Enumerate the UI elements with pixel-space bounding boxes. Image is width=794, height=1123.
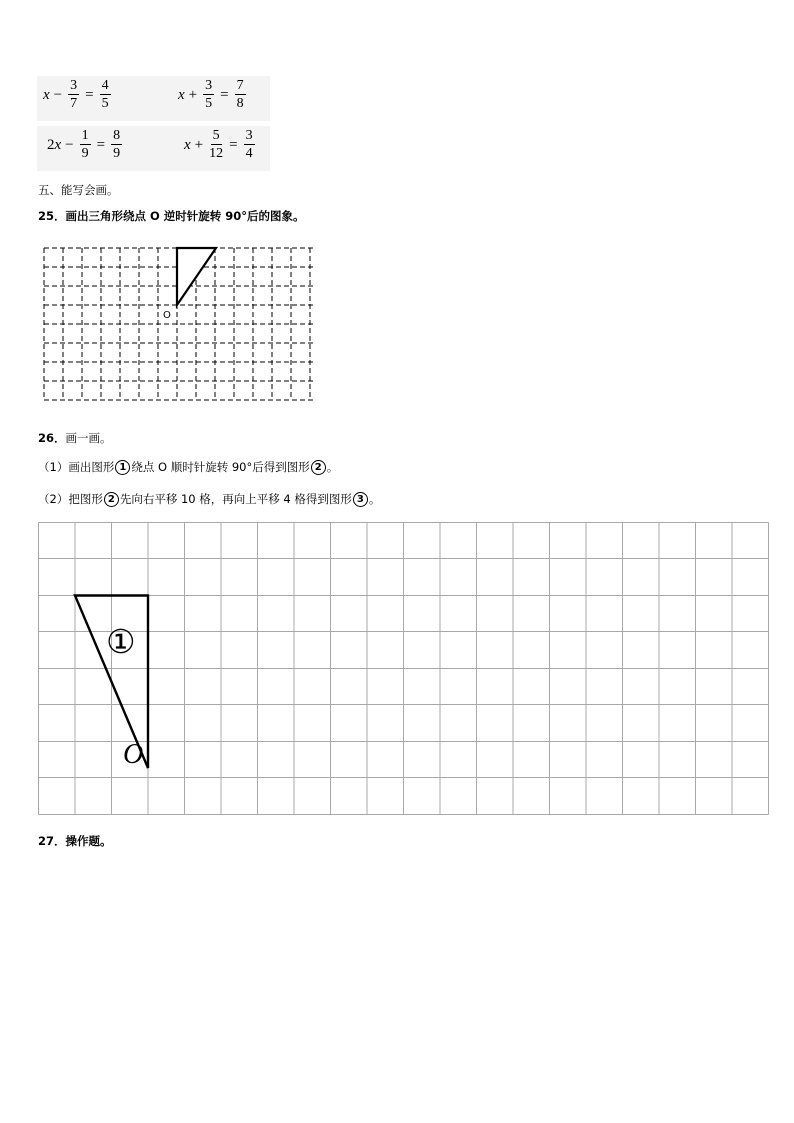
- eq-op: −: [53, 86, 63, 103]
- question-25: [38, 208, 305, 224]
- question-text: 画一画。: [65, 431, 112, 445]
- point-o-label: O: [123, 739, 144, 770]
- equation-2: x + $\frac{3}{5}$ = $\frac{7}{8}$: [178, 78, 244, 111]
- shape-1-marker: 1: [115, 460, 130, 475]
- question-26-sub-1: （1）画出图形 1 绕点 O 顺时针旋转 90°后得到图形 2 。: [38, 460, 339, 474]
- question-27: [38, 833, 112, 849]
- eq-op: −: [65, 136, 74, 153]
- equation-3: 2 x − $\frac{1}{9}$ = $\frac{8}{9}$: [47, 128, 121, 161]
- question-number: 27．: [38, 834, 66, 848]
- grid-26: [38, 522, 770, 816]
- question-26: [38, 430, 112, 446]
- question-text: 画出三角形绕点 O 逆时针旋转 90°后的图象。: [65, 209, 305, 223]
- dashed-grid-25: [40, 245, 316, 405]
- fraction: $\frac{3}{4}$: [245, 128, 253, 161]
- question-26-sub-2: （2）把图形 2 先向右平移 10 格，再向上平移 4 格得到图形 3 。: [38, 492, 381, 506]
- fraction: $\frac{4}{5}$: [101, 78, 109, 111]
- eq-op: +: [188, 86, 198, 103]
- shape-2-marker: 2: [104, 492, 119, 507]
- fraction: $\frac{7}{8}$: [236, 78, 244, 111]
- question-number: 26．: [38, 431, 66, 445]
- point-o-label: O: [163, 310, 171, 321]
- fraction: $\frac{3}{5}$: [205, 78, 213, 111]
- shape-1-label: ①: [106, 622, 136, 661]
- eq-coef: 2: [47, 136, 55, 153]
- question-text: 操作题。: [65, 834, 112, 848]
- equation-1: x − $\frac{3}{7}$ = $\frac{4}{5}$: [43, 78, 109, 111]
- shape-2-marker: 2: [311, 460, 326, 475]
- eq-var: x: [43, 86, 50, 103]
- eq-op: +: [194, 136, 204, 153]
- eq-var: x: [178, 86, 185, 103]
- section-heading: 五、能写会画。: [38, 183, 119, 197]
- shape-3-marker: 3: [353, 492, 368, 507]
- fraction: $\frac{8}{9}$: [113, 128, 121, 161]
- fraction: $\frac{3}{7}$: [70, 78, 78, 111]
- fraction: $\frac{5}{12}$: [209, 128, 224, 161]
- equation-4: x + $\frac{5}{12}$ = $\frac{3}{4}$: [184, 128, 253, 161]
- eq-var: x: [54, 136, 62, 153]
- question-number: 25．: [38, 209, 66, 223]
- fraction: $\frac{1}{9}$: [81, 128, 89, 161]
- eq-var: x: [184, 136, 191, 153]
